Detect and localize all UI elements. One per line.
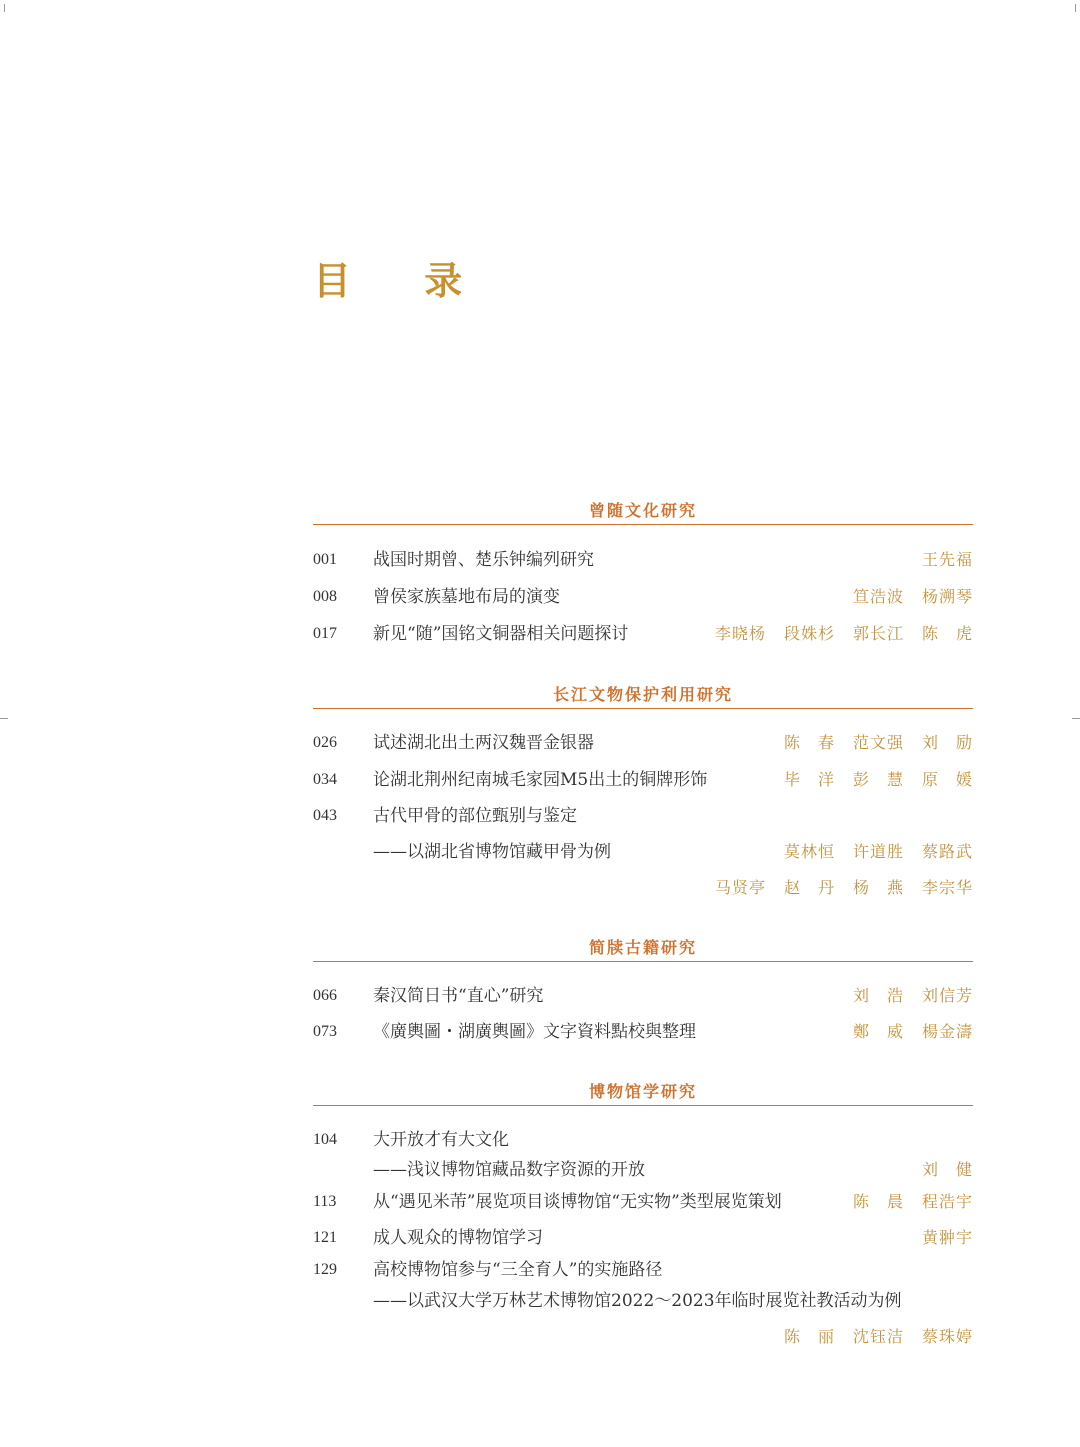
author: 鄭 威	[852, 1022, 904, 1041]
entry-authors	[715, 875, 973, 901]
toc-entry[interactable]	[313, 1019, 973, 1045]
page-number: 043	[313, 807, 337, 824]
toc-entry[interactable]	[313, 621, 973, 647]
crop-mark	[1072, 718, 1080, 719]
author: 杨 燕	[852, 878, 904, 897]
author: 马贤亭	[714, 878, 766, 897]
toc-section	[313, 684, 973, 904]
crop-mark	[1075, 4, 1076, 12]
entry-subtitle: ——以武汉大学万林艺术博物馆2022～2023年临时展览社教活动为例	[373, 1291, 902, 1311]
author: 沈钰洁	[852, 1327, 904, 1346]
entry-authors	[715, 621, 973, 647]
page-number: 034	[313, 771, 337, 788]
entry-authors	[784, 1324, 973, 1350]
toc-section	[313, 937, 973, 1057]
toc-section	[313, 1081, 973, 1361]
toc-entry[interactable]	[313, 1225, 973, 1251]
section-rule	[313, 524, 973, 525]
entry-title: 古代甲骨的部位甄别与鉴定	[373, 806, 577, 826]
toc-entry[interactable]	[313, 803, 973, 829]
toc-entry[interactable]	[313, 1257, 973, 1283]
author: 陈 晨	[852, 1192, 904, 1211]
entry-title: 曾侯家族墓地布局的演变	[373, 587, 560, 607]
toc-entry-authors	[313, 875, 973, 901]
author: 许道胜	[852, 842, 904, 861]
entry-authors	[784, 839, 973, 865]
entry-authors	[784, 767, 973, 793]
page-number: 113	[313, 1193, 337, 1210]
author: 段姝杉	[783, 624, 835, 643]
section-heading: 简牍古籍研究	[588, 938, 697, 957]
author: 刘信芳	[921, 986, 973, 1005]
author: 楊金濤	[921, 1022, 973, 1041]
entry-authors	[853, 983, 973, 1009]
toc-entry-subtitle[interactable]	[313, 1157, 973, 1183]
entry-subtitle: ——浅议博物馆藏品数字资源的开放	[373, 1160, 645, 1180]
entry-authors	[853, 1189, 973, 1215]
toc-entry[interactable]	[313, 584, 973, 610]
section-rule	[313, 961, 973, 962]
author: 蔡珠婷	[921, 1327, 973, 1346]
entry-authors	[853, 1019, 973, 1045]
crop-mark	[0, 718, 8, 719]
page-number: 121	[313, 1229, 337, 1246]
author: 毕 洋	[783, 770, 835, 789]
entry-title: 高校博物馆参与“三全育人”的实施路径	[373, 1260, 663, 1280]
toc-entry-subtitle[interactable]	[313, 839, 973, 865]
toc-entry-subtitle[interactable]	[313, 1288, 973, 1314]
entry-authors	[784, 730, 973, 756]
entry-authors	[922, 1225, 973, 1251]
author: 蔡路武	[921, 842, 973, 861]
toc-entry-authors	[313, 1324, 973, 1350]
entry-title: 试述湖北出土两汉魏晋金银器	[373, 733, 594, 753]
section-heading: 博物馆学研究	[588, 1082, 697, 1101]
toc-entry[interactable]	[313, 767, 973, 793]
author: 范文强	[852, 733, 904, 752]
entry-title: 论湖北荆州纪南城毛家园M5出土的铜牌形饰	[373, 770, 708, 790]
author: 刘 健	[921, 1160, 973, 1179]
author: 笪浩波	[852, 587, 904, 606]
page-number: 008	[313, 588, 337, 605]
page-number: 129	[313, 1261, 337, 1278]
entry-title: 大开放才有大文化	[373, 1130, 509, 1150]
author: 莫林恒	[783, 842, 835, 861]
page-number: 104	[313, 1131, 337, 1148]
author: 李晓杨	[714, 624, 766, 643]
author: 原 媛	[921, 770, 973, 789]
toc-entry[interactable]	[313, 1189, 973, 1215]
entry-title: 《廣輿圖・湖廣輿圖》文字資料點校與整理	[373, 1022, 696, 1042]
crop-mark	[4, 4, 5, 12]
page-number: 017	[313, 625, 337, 642]
author: 杨溯琴	[921, 587, 973, 606]
section-heading: 长江文物保护利用研究	[552, 685, 733, 704]
entry-title: 新见“随”国铭文铜器相关问题探讨	[373, 624, 629, 644]
toc-entry[interactable]	[313, 730, 973, 756]
entry-authors	[922, 547, 973, 573]
page-number: 026	[313, 734, 337, 751]
entry-title: 战国时期曾、楚乐钟编列研究	[373, 550, 594, 570]
author: 郭长江	[852, 624, 904, 643]
entry-authors	[853, 584, 973, 610]
toc-entry[interactable]	[313, 1127, 973, 1153]
author: 刘 励	[921, 733, 973, 752]
author: 赵 丹	[783, 878, 835, 897]
entry-title: 从“遇见米芾”展览项目谈博物馆“无实物”类型展览策划	[373, 1192, 782, 1212]
author: 黄翀宇	[921, 1228, 973, 1247]
author: 程浩宇	[921, 1192, 973, 1211]
entry-subtitle: ——以湖北省博物馆藏甲骨为例	[373, 842, 611, 862]
page-number: 066	[313, 987, 337, 1004]
page-number: 001	[313, 551, 337, 568]
toc-entry[interactable]	[313, 983, 973, 1009]
section-rule	[313, 1105, 973, 1106]
author: 刘 浩	[852, 986, 904, 1005]
author: 李宗华	[921, 878, 973, 897]
author: 陈 虎	[921, 624, 973, 643]
page-title: 目 录	[313, 258, 493, 303]
entry-title: 成人观众的博物馆学习	[373, 1228, 543, 1248]
entry-title: 秦汉简日书“直心”研究	[373, 986, 544, 1006]
section-rule	[313, 708, 973, 709]
author: 王先福	[921, 550, 973, 569]
author: 陈 春	[783, 733, 835, 752]
entry-authors	[922, 1157, 973, 1183]
toc-entry[interactable]	[313, 547, 973, 573]
page-number: 073	[313, 1023, 337, 1040]
toc-section	[313, 500, 973, 660]
section-heading: 曾随文化研究	[588, 501, 697, 520]
author: 陈 丽	[783, 1327, 835, 1346]
author: 彭 慧	[852, 770, 904, 789]
